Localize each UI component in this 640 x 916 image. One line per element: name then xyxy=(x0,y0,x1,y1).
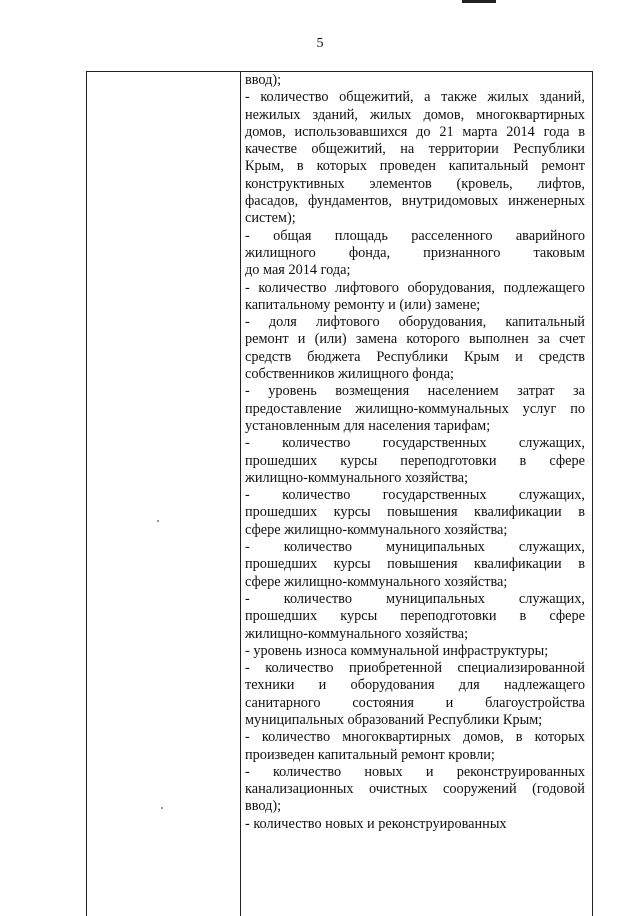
indicator-item xyxy=(245,383,585,435)
indicator-line: качестве общежитий, на территории Республики xyxy=(245,141,585,158)
table-left-cell xyxy=(87,72,240,916)
scan-speck xyxy=(157,520,159,522)
indicator-line: прошедших курсы повышения квалификации в xyxy=(245,556,585,573)
page-number: 5 xyxy=(316,36,324,51)
indicator-line: - количество новых и реконструированных xyxy=(245,763,585,780)
indicator-item xyxy=(245,729,585,764)
indicator-line: - общая площадь расселенного аварийного xyxy=(245,227,585,244)
indicator-line: Крым, в которых проведен капитальный ремонт xyxy=(245,158,585,175)
indicator-line: собственников жилищного фонда; xyxy=(245,366,455,383)
indicator-line: ввод); xyxy=(245,798,282,815)
indicator-line: прошедших курсы повышения квалификации в xyxy=(245,504,585,521)
indicator-table xyxy=(86,71,593,916)
indicator-line: жилищного фонда, признанного таковым xyxy=(245,244,585,261)
indicator-line: конструктивных элементов (кровель, лифтов, xyxy=(245,175,585,192)
scan-speck xyxy=(161,807,163,809)
scan-top-mark xyxy=(462,0,496,3)
indicator-item xyxy=(245,487,585,539)
indicator-item xyxy=(245,280,585,315)
indicator-item xyxy=(245,591,585,643)
indicator-line: систем); xyxy=(245,210,296,227)
indicator-item xyxy=(245,435,585,487)
indicator-line: средств бюджета Республики Крым и средств xyxy=(245,348,585,365)
indicator-line: санитарного состояния и благоустройства xyxy=(245,694,585,711)
indicator-line: - количество муниципальных служащих, xyxy=(245,590,585,607)
indicator-line: прошедших курсы переподготовки в сфере xyxy=(245,452,585,469)
indicator-line: прошедших курсы переподготовки в сфере xyxy=(245,608,585,625)
indicator-line: капитальному ремонту и (или) замене; xyxy=(245,296,481,313)
indicator-item xyxy=(245,314,585,383)
indicator-line: фасадов, фундаментов, внутридомовых инженерных xyxy=(245,193,585,210)
indicator-line: нежилых зданий, жилых домов, многоквартирных xyxy=(245,106,585,123)
indicator-line: - количество приобретенной специализированной xyxy=(245,660,585,677)
indicator-item xyxy=(245,539,585,591)
indicator-line: произведен капитальный ремонт кровли; xyxy=(245,746,495,763)
indicator-line: ремонт и (или) замена которого выполнен за счет xyxy=(245,331,585,348)
indicator-line: - количество лифтового оборудования, подлежащего xyxy=(245,279,585,296)
indicator-item xyxy=(245,89,585,227)
indicator-line: - количество новых и реконструированных xyxy=(245,815,507,832)
indicator-line: - количество многоквартирных домов, в которых xyxy=(245,729,585,746)
indicator-line: - уровень износа коммунальной инфраструктуры; xyxy=(245,642,549,659)
indicator-line: - количество муниципальных служащих, xyxy=(245,539,585,556)
indicator-line: - доля лифтового оборудования, капитальный xyxy=(245,314,585,331)
indicator-line: техники и оборудования для надлежащего xyxy=(245,677,585,694)
indicator-line: сфере жилищно-коммунального хозяйства; xyxy=(245,573,508,590)
indicator-line: предоставление жилищно-коммунальных услуг по xyxy=(245,400,585,417)
indicator-line: - количество государственных служащих, xyxy=(245,435,585,452)
indicator-line: установленным для населения тарифам; xyxy=(245,417,491,434)
indicator-item xyxy=(245,660,585,729)
indicator-line: домов, использовавшихся до 21 марта 2014 года в xyxy=(245,123,585,140)
indicator-item xyxy=(245,228,585,280)
indicator-line: муниципальных образований Республики Крым; xyxy=(245,711,543,728)
indicator-line: жилищно-коммунального хозяйства; xyxy=(245,625,469,642)
indicator-item xyxy=(245,72,585,89)
indicator-line: - количество государственных служащих, xyxy=(245,487,585,504)
table-column-divider xyxy=(240,72,241,916)
indicator-list xyxy=(245,72,585,833)
indicator-item xyxy=(245,816,585,833)
indicator-line: жилищно-коммунального хозяйства; xyxy=(245,469,469,486)
indicator-item xyxy=(245,764,585,816)
indicator-item xyxy=(245,643,585,660)
indicator-line: - уровень возмещения населением затрат за xyxy=(245,383,585,400)
indicator-line: до мая 2014 года; xyxy=(245,262,351,279)
indicator-line: канализационных очистных сооружений (годовой xyxy=(245,781,585,798)
indicator-line: - количество общежитий, а также жилых зданий, xyxy=(245,89,585,106)
indicator-line: ввод); xyxy=(245,72,282,88)
indicator-line: сфере жилищно-коммунального хозяйства; xyxy=(245,521,508,538)
